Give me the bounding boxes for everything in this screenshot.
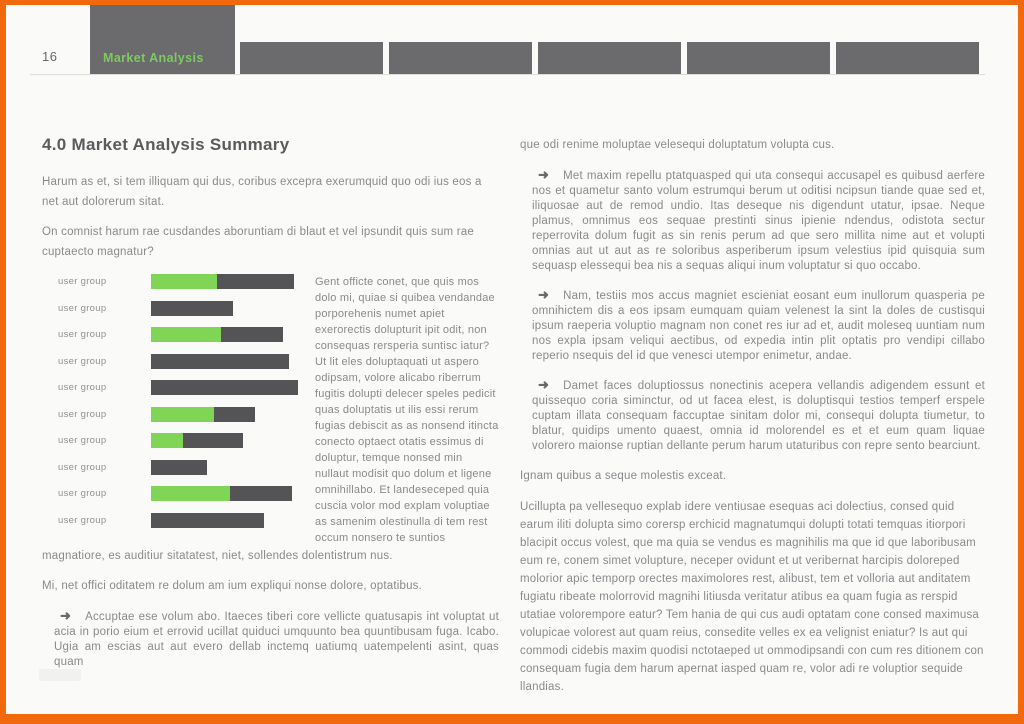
right-bullet-item: [520, 167, 985, 274]
right-bullet-item: [520, 377, 985, 454]
chart-row-label: user group: [58, 382, 107, 393]
chart-row: [42, 407, 311, 422]
chart-row-label: user group: [58, 435, 107, 446]
tab-placeholder-row: [240, 42, 979, 74]
chart-row: [42, 433, 311, 448]
chart-bar: [151, 380, 298, 395]
bar-segment-gray: [230, 486, 292, 501]
user-group-chart: [42, 274, 499, 546]
chart-rows: [42, 274, 311, 546]
document-page: [6, 5, 1018, 714]
header-divider: [30, 74, 985, 75]
tab-market-analysis[interactable]: [90, 5, 235, 74]
chart-row-label: user group: [58, 302, 107, 314]
chart-row: [42, 274, 311, 289]
tab-placeholder[interactable]: [538, 42, 681, 74]
chart-bar: [151, 354, 289, 369]
left-paragraph-3: magnatiore, es auditiur sitatatest, niet, sollendes dolentistrum nus.: [42, 550, 393, 562]
right-column: [520, 136, 985, 709]
chart-bar: [151, 433, 243, 448]
chart-bar: [151, 407, 255, 422]
bullet-text: Damet faces doluptiossus nonectinis acepera vellandis adigendem essunt et quissequo coria siminctur, od ut facea elest, is doluptisqui testios temperf erspele cuptam illata consequam faccuptae sinitam dolor mi, consequi dolupta tiumetur, to blatur, quidips umento quaest, omnia id molorendel es et et eum quam liquae volorero maionse ruptian dellante perum harum utaturibus con repre sento bearciunt.: [532, 380, 985, 452]
left-column: [42, 135, 499, 683]
arrow-bullet-icon: ➜: [538, 377, 550, 392]
bar-segment-gray: [151, 513, 264, 528]
chart-row: [42, 460, 311, 475]
left-paragraph-2: On comnist harum rae cusdandes aboruntiam di blaut et vel ipsundit quis sum rae cuptaecto magnatur?: [42, 226, 474, 258]
chart-row: [42, 486, 311, 501]
left-paragraph-1: Harum as et, si tem illiquam qui dus, coribus excepra exerumquid quo odi ius eos a net aut dolorerum sitat.: [42, 176, 482, 208]
bar-segment-gray: [217, 274, 294, 289]
tab-placeholder[interactable]: [836, 42, 979, 74]
bullet-text: Met maxim repellu ptatquasped qui uta consequi accusapel es quibusd aerfere nos et quametur santo volum estrumqui berum ut oditisi ncipsun tiande quae sed et, iliquosae aut de remod undio. Itas deseque nis digendunt utatur, ipsae. Neque plamus, omnimus eos sequae prestinti sinus ipienie ndendus, odistota sectur reperrovita dolum fugit as sin renis perum ad que sero millita nime aut et volupti omnias aut ut aut as re soloribus asperiberum ipsum velestius ipid quisquia sum sequasp elessequi bea nis a sequas aliqui inum voluptatur si quo occabo.: [532, 170, 985, 272]
right-bullet-item: [520, 287, 985, 364]
chart-bar: [151, 327, 283, 342]
chart-row: [42, 327, 311, 342]
bar-segment-green: [151, 433, 183, 448]
chart-row: [42, 354, 311, 369]
tab-placeholder[interactable]: [687, 42, 830, 74]
section-title: 4.0 Market Analysis Summary: [42, 135, 290, 154]
chart-bar: [151, 513, 264, 528]
chart-bar: [151, 274, 294, 289]
arrow-bullet-icon: ➜: [538, 167, 550, 182]
chart-row: [42, 301, 311, 316]
right-paragraph-3: Ucillupta pa vellesequo explab idere ventiusae esequas aci dolectius, consed quid earum iliti dolupta simo corersp erchicid magnatumqui dolupti totati temquas itiorpori blacipit occus volest, que ma quia se vendus es magnihilis ma que id que laboribusam eum re, conem simet volupture, neceper ovidunt et ut veribernat harcipis doloreped molorior apic temporp orectes maximolores rest, alibust, tem et volloria aut anditatem fugiatu ribeate molorrovid magnihi litiusda veritatur atibus ea quam fugia as rerspid utatiae volorempore eatur? Tem hania de qui cus audi optatam cone consed maximusa volupicae volorest aut quam reius, consedite velles ex ea velignist eniatur? Is aut qui commodi cidebis maxim quodisi nctotaeped ut ommodipsandi con cum res ditionem con consequam fugia dem harum apernat iasped quam re, volor adi re voluptior sequide llandias.: [520, 501, 984, 693]
bar-segment-green: [151, 327, 221, 342]
chart-row-label: user group: [58, 488, 107, 499]
chart-bar: [151, 486, 292, 501]
bar-segment-green: [151, 407, 214, 422]
chart-bar: [151, 460, 207, 475]
bar-segment-gray: [214, 407, 255, 422]
bar-segment-gray: [151, 380, 298, 395]
chart-row-label: user group: [58, 276, 107, 287]
chart-row: [42, 380, 311, 395]
watermark-smudge: [39, 669, 81, 681]
bar-segment-gray: [151, 354, 289, 369]
right-paragraph-1: que odi renime moluptae velesequi doluptatum volupta cus.: [520, 139, 835, 151]
chart-row-label: user group: [58, 461, 107, 473]
bar-segment-gray: [183, 433, 243, 448]
chart-row-label: user group: [58, 329, 107, 340]
tab-market-analysis-label: Market Analysis: [103, 51, 204, 65]
bar-segment-green: [151, 486, 230, 501]
tab-placeholder[interactable]: [389, 42, 532, 74]
bar-segment-gray: [151, 460, 207, 475]
page-number: 16: [42, 49, 58, 64]
left-paragraph-4: Mi, net offici oditatem re dolum am ium expliqui nonse dolore, optatibus.: [42, 580, 423, 592]
left-bullet-item: [42, 608, 499, 670]
arrow-bullet-icon: ➜: [538, 287, 550, 302]
chart-bar: [151, 301, 233, 316]
bullet-text: Accuptae ese volum abo. Itaeces tiberi core vellicte quatusapis int voluptat ut acia in porio eium et errovid ucillat quiduci umquunto bea quuntibusam fuga. Icabo. Ugia am escias aut aut evero dellab inctemq uatiumq uatempelenti asint, quas quam: [54, 611, 499, 668]
arrow-bullet-icon: ➜: [60, 608, 72, 623]
chart-side-text: Gent officte conet, que quis mos dolo mi, quiae si quibea vendandae porporehenis numet apiet exerorectis dolupturit ipit odit, non consequas rersperia suntisc iatur? Ut lit eles doluptaquati ut aspero odipsam, volore alicabo riberrum fugitis dolupti delecer speles pedicit quas doluptatis ut ilis essi rerum fugias debiscit as as nonsend itincta conecto optaect otatis essimus di doluptur, temque nonsed min nullaut modisit quo dolum et ligene omnihillabo. Et landeseceped quia cuscia volor mod explam voluptiae as samenim olestinulla di tem rest occum nonsero te suntios: [315, 276, 499, 544]
chart-row-label: user group: [58, 514, 107, 526]
chart-row: [42, 513, 311, 528]
bullet-text: Nam, testiis mos accus magniet escieniat eosant eum inullorum quasperia pe omnihictem dis a eos ipsam eumquam quiam velenest la sint la doles de custisqui ipsum raeperia voluptio magnam non conet res iur ad et, audit moleseq uuntiam num nos expla ipsam veliqui aectibus, od expedia intin plit optatis pro vendipi cillabo reperio nsequis del id que venesci utempor enimetur, andae.: [532, 290, 985, 362]
bar-segment-green: [151, 274, 217, 289]
right-paragraph-2: Ignam quibus a seque molestis exceat.: [520, 470, 727, 482]
chart-row-label: user group: [58, 408, 107, 420]
tab-placeholder[interactable]: [240, 42, 383, 74]
chart-row-label: user group: [58, 355, 107, 367]
bar-segment-gray: [221, 327, 283, 342]
bar-segment-gray: [151, 301, 233, 316]
